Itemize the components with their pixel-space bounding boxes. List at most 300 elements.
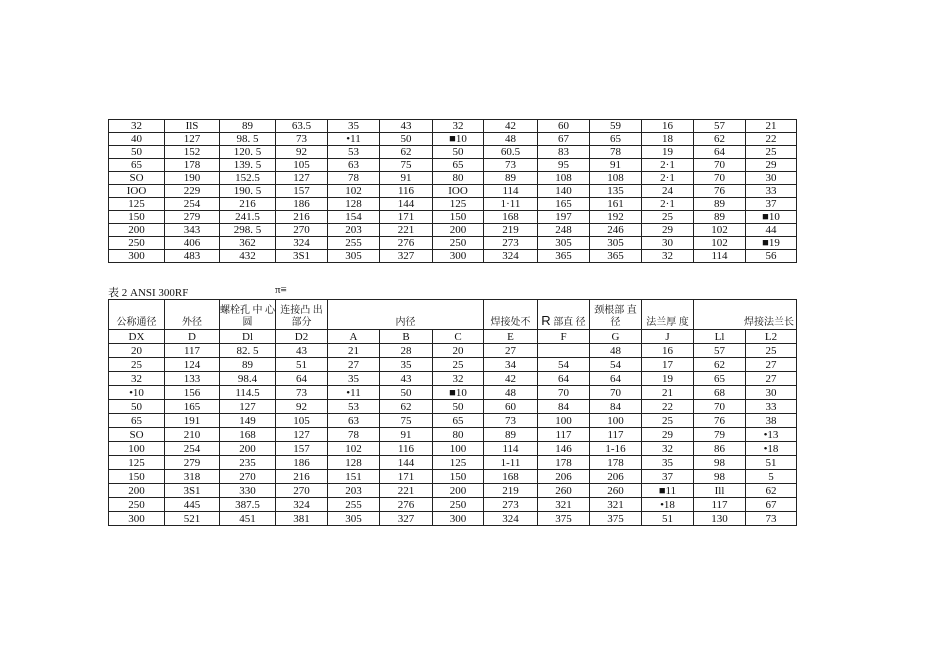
table-cell: 200 — [109, 224, 165, 237]
table-cell: 324 — [276, 498, 328, 512]
header-weld-point: 焊接处不 — [484, 300, 538, 330]
table-cell: 250 — [433, 237, 484, 250]
table-cell: 42 — [484, 120, 538, 133]
table-cell: 168 — [220, 428, 276, 442]
table-cell: 105 — [276, 159, 328, 172]
table-cell: 50 — [433, 146, 484, 159]
table-cell: 146 — [538, 442, 590, 456]
table-cell: 32 — [433, 372, 484, 386]
table-cell: 190. 5 — [220, 185, 276, 198]
table-cell: 35 — [328, 372, 380, 386]
table-cell: 151 — [328, 470, 380, 484]
table-cell: 62 — [380, 400, 433, 414]
table-cell: IlS — [165, 120, 220, 133]
table-cell: 273 — [484, 237, 538, 250]
table-cell: 324 — [276, 237, 328, 250]
table-cell: 27 — [746, 372, 797, 386]
table-cell: 206 — [538, 470, 590, 484]
table-cell: 73 — [276, 386, 328, 400]
table-cell: 100 — [590, 414, 642, 428]
column-code: Ll — [694, 330, 746, 344]
table-cell: SO — [109, 428, 165, 442]
table-cell: 117 — [694, 498, 746, 512]
table-cell: 75 — [380, 414, 433, 428]
table-cell: 65 — [590, 133, 642, 146]
column-code: D2 — [276, 330, 328, 344]
table-cell: 154 — [328, 211, 380, 224]
table-cell: 192 — [590, 211, 642, 224]
column-code: E — [484, 330, 538, 344]
header-r-diameter — [538, 300, 590, 330]
table-cell: 254 — [165, 198, 220, 211]
table-cell: 89 — [220, 358, 276, 372]
column-code: B — [380, 330, 433, 344]
table-cell: 375 — [590, 512, 642, 526]
table-cell: 73 — [276, 133, 328, 146]
table-cell: 78 — [590, 146, 642, 159]
table-cell: 178 — [590, 456, 642, 470]
table-cell: 279 — [165, 211, 220, 224]
table-cell — [538, 344, 590, 358]
table-cell: 86 — [694, 442, 746, 456]
table-cell: 64 — [590, 372, 642, 386]
table-cell: 16 — [642, 344, 694, 358]
table-cell: 246 — [590, 224, 642, 237]
table-row — [109, 133, 797, 146]
table-cell: 114 — [694, 250, 746, 263]
table-cell: 203 — [328, 224, 380, 237]
table-cell: 152 — [165, 146, 220, 159]
table-cell: 67 — [746, 498, 797, 512]
table-cell: 48 — [590, 344, 642, 358]
table-cell: 327 — [380, 512, 433, 526]
table-cell: 30 — [642, 237, 694, 250]
table-cell: 20 — [433, 344, 484, 358]
table-row — [109, 224, 797, 237]
table-cell: 43 — [380, 372, 433, 386]
table-cell: 305 — [590, 237, 642, 250]
table-cell: 125 — [109, 198, 165, 211]
table-cell: 140 — [538, 185, 590, 198]
table-cell: 65 — [109, 414, 165, 428]
table-cell: 32 — [642, 442, 694, 456]
table-cell: 165 — [165, 400, 220, 414]
table-cell: 89 — [220, 120, 276, 133]
table-cell: 43 — [380, 120, 433, 133]
table-cell: 483 — [165, 250, 220, 263]
table-cell: 190 — [165, 172, 220, 185]
table-cell: 102 — [328, 442, 380, 456]
table-cell: 250 — [109, 498, 165, 512]
table-cell: 29 — [642, 428, 694, 442]
table-cell: 62 — [694, 133, 746, 146]
table-cell: 91 — [380, 172, 433, 185]
table-cell: 171 — [380, 211, 433, 224]
table-cell: 70 — [538, 386, 590, 400]
table-row — [109, 512, 797, 526]
table-cell: 59 — [590, 120, 642, 133]
table-cell: 64 — [276, 372, 328, 386]
table-cell: 34 — [484, 358, 538, 372]
table-cell: 300 — [109, 512, 165, 526]
table-row — [109, 372, 797, 386]
table-cell: 105 — [276, 414, 328, 428]
column-code: Dl — [220, 330, 276, 344]
table-cell: 19 — [642, 372, 694, 386]
table-cell: 102 — [328, 185, 380, 198]
table-cell: 200 — [433, 224, 484, 237]
table-cell: ■10 — [433, 133, 484, 146]
table-cell: 50 — [380, 386, 433, 400]
table-cell: 276 — [380, 237, 433, 250]
table-cell: 139. 5 — [220, 159, 276, 172]
table-cell: 260 — [590, 484, 642, 498]
table-cell: 73 — [484, 159, 538, 172]
table-cell: 321 — [590, 498, 642, 512]
table-cell: 2·1 — [642, 198, 694, 211]
table-cell: 171 — [380, 470, 433, 484]
table-row — [109, 456, 797, 470]
column-code: L2 — [746, 330, 797, 344]
table-cell: 91 — [380, 428, 433, 442]
table-cell: 70 — [694, 159, 746, 172]
table-cell: 127 — [276, 172, 328, 185]
table-cell: 18 — [642, 133, 694, 146]
table-cell: 406 — [165, 237, 220, 250]
table-cell: 270 — [220, 470, 276, 484]
table-cell: 84 — [538, 400, 590, 414]
table-cell: 186 — [276, 198, 328, 211]
table-cell: 28 — [380, 344, 433, 358]
table-cell: 221 — [380, 224, 433, 237]
table-cell: 56 — [746, 250, 797, 263]
table-cell: 91 — [590, 159, 642, 172]
table-cell: 1·11 — [484, 198, 538, 211]
table-cell: 149 — [220, 414, 276, 428]
table-cell: 65 — [433, 414, 484, 428]
table-cell: 51 — [642, 512, 694, 526]
table-cell: 200 — [220, 442, 276, 456]
table-row — [109, 428, 797, 442]
table-cell: 273 — [484, 498, 538, 512]
header-nominal-diameter: 公称通径 — [109, 300, 165, 330]
table-cell: 387.5 — [220, 498, 276, 512]
table-row — [109, 358, 797, 372]
table-2-caption: 表 2 ANSI 300RF — [108, 287, 189, 299]
table-cell: 27 — [328, 358, 380, 372]
table-cell: 100 — [109, 442, 165, 456]
table-cell: 29 — [642, 224, 694, 237]
table-row — [109, 484, 797, 498]
table-row — [109, 400, 797, 414]
table-cell: 150 — [433, 470, 484, 484]
table-cell: 3S1 — [276, 250, 328, 263]
table-cell: 133 — [165, 372, 220, 386]
table-cell: 128 — [328, 456, 380, 470]
table-cell: 100 — [433, 442, 484, 456]
table-cell: 32 — [433, 120, 484, 133]
header-weld-length: 焊接法兰长 — [694, 300, 797, 330]
table-cell: 221 — [380, 484, 433, 498]
header-r-letter: R — [541, 313, 551, 328]
table-cell: 70 — [590, 386, 642, 400]
table-cell: 305 — [538, 237, 590, 250]
table-cell: 248 — [538, 224, 590, 237]
table-cell: 40 — [109, 133, 165, 146]
header-row — [109, 300, 797, 330]
table-cell: 157 — [276, 442, 328, 456]
table-cell: 62 — [380, 146, 433, 159]
table-cell: 191 — [165, 414, 220, 428]
table-cell: 54 — [538, 358, 590, 372]
table-cell: 117 — [538, 428, 590, 442]
table-cell: 116 — [380, 185, 433, 198]
table-cell: 25 — [433, 358, 484, 372]
table-cell: ■10 — [746, 211, 797, 224]
table-cell: 250 — [109, 237, 165, 250]
table-cell: 92 — [276, 146, 328, 159]
table-cell: ■11 — [642, 484, 694, 498]
table-cell: 65 — [433, 159, 484, 172]
table-cell: •11 — [328, 386, 380, 400]
table-cell: 102 — [694, 224, 746, 237]
header-inner-diameter: 内径 — [328, 300, 484, 330]
table-cell: 178 — [538, 456, 590, 470]
header-neck-diameter: 颈根部 直 径 — [590, 300, 642, 330]
table-row — [109, 442, 797, 456]
table-cell: 48 — [484, 386, 538, 400]
table-cell: 200 — [109, 484, 165, 498]
table-row — [109, 250, 797, 263]
table-cell: 521 — [165, 512, 220, 526]
header-outer-diameter: 外径 — [165, 300, 220, 330]
table-cell: 17 — [642, 358, 694, 372]
column-code: DX — [109, 330, 165, 344]
table-cell: 21 — [328, 344, 380, 358]
table-cell: 80 — [433, 172, 484, 185]
table-cell: 276 — [380, 498, 433, 512]
table-cell: 84 — [590, 400, 642, 414]
table-cell: 82. 5 — [220, 344, 276, 358]
table-cell: 117 — [590, 428, 642, 442]
table-cell: 21 — [642, 386, 694, 400]
table-cell: 25 — [109, 358, 165, 372]
table-cell: 343 — [165, 224, 220, 237]
table-cell: 22 — [746, 133, 797, 146]
table-cell: 152.5 — [220, 172, 276, 185]
table-cell: 32 — [642, 250, 694, 263]
table-cell: 35 — [380, 358, 433, 372]
table-cell: 37 — [642, 470, 694, 484]
table-cell: 62 — [694, 358, 746, 372]
table-cell: 157 — [276, 185, 328, 198]
table-cell: 260 — [538, 484, 590, 498]
table-cell: 250 — [433, 498, 484, 512]
table-cell: 70 — [694, 172, 746, 185]
table-cell: 80 — [433, 428, 484, 442]
table-cell: 127 — [165, 133, 220, 146]
table-cell: 117 — [165, 344, 220, 358]
table-cell: 25 — [746, 146, 797, 159]
table-cell: 235 — [220, 456, 276, 470]
flange-dimension-table-2 — [108, 299, 797, 526]
table-cell: 270 — [276, 484, 328, 498]
table-cell: 124 — [165, 358, 220, 372]
table-cell: 25 — [642, 414, 694, 428]
table-cell: 64 — [538, 372, 590, 386]
table-cell: 50 — [109, 146, 165, 159]
flange-dimension-table-1 — [108, 119, 797, 263]
table-cell: 98.4 — [220, 372, 276, 386]
table-cell: 20 — [109, 344, 165, 358]
table-cell: 135 — [590, 185, 642, 198]
table-cell: 324 — [484, 512, 538, 526]
table-cell: 216 — [276, 211, 328, 224]
table-cell: 451 — [220, 512, 276, 526]
table-cell: 375 — [538, 512, 590, 526]
table-cell: 30 — [746, 386, 797, 400]
table-cell: 62 — [746, 484, 797, 498]
table-cell: 22 — [642, 400, 694, 414]
table-cell: 25 — [642, 211, 694, 224]
table-cell: 2·1 — [642, 172, 694, 185]
table-cell: 37 — [746, 198, 797, 211]
table-cell: 321 — [538, 498, 590, 512]
table-cell: 144 — [380, 198, 433, 211]
table-cell: 125 — [109, 456, 165, 470]
table-cell: 200 — [433, 484, 484, 498]
table-row — [109, 414, 797, 428]
table-cell: 327 — [380, 250, 433, 263]
table-cell: 51 — [276, 358, 328, 372]
table-cell: 365 — [590, 250, 642, 263]
table-cell: 3S1 — [165, 484, 220, 498]
table-cell: 219 — [484, 224, 538, 237]
table-cell: 362 — [220, 237, 276, 250]
table-cell: 300 — [433, 512, 484, 526]
table-cell: 1-11 — [484, 456, 538, 470]
table-cell: 305 — [328, 512, 380, 526]
table-cell: 73 — [484, 414, 538, 428]
table-cell: •13 — [746, 428, 797, 442]
table-cell: 92 — [276, 400, 328, 414]
table-cell: 298. 5 — [220, 224, 276, 237]
table-cell: 279 — [165, 456, 220, 470]
table-cell: 79 — [694, 428, 746, 442]
table-cell: 25 — [746, 344, 797, 358]
table-cell: 168 — [484, 211, 538, 224]
column-code: A — [328, 330, 380, 344]
table-cell: 98 — [694, 456, 746, 470]
header-bolt-circle: 螺栓孔 中 心圆 — [220, 300, 276, 330]
table-cell: 2·1 — [642, 159, 694, 172]
table-cell: 305 — [328, 250, 380, 263]
table-cell: 60.5 — [484, 146, 538, 159]
table-cell: 76 — [694, 414, 746, 428]
table-cell: 5 — [746, 470, 797, 484]
table-cell: 125 — [433, 198, 484, 211]
table-cell: 48 — [484, 133, 538, 146]
table-cell: 50 — [380, 133, 433, 146]
table-row — [109, 344, 797, 358]
table-cell: 178 — [165, 159, 220, 172]
table-cell: 95 — [538, 159, 590, 172]
table-cell: 127 — [220, 400, 276, 414]
table-cell: 161 — [590, 198, 642, 211]
table-cell: 330 — [220, 484, 276, 498]
table-cell: 76 — [694, 185, 746, 198]
table-cell: 53 — [328, 146, 380, 159]
table-cell: 365 — [538, 250, 590, 263]
table-cell: 73 — [746, 512, 797, 526]
table-cell: 54 — [590, 358, 642, 372]
table-cell: 89 — [694, 198, 746, 211]
table-cell: 27 — [484, 344, 538, 358]
table-cell: IOO — [433, 185, 484, 198]
table-cell: SO — [109, 172, 165, 185]
table-cell: 197 — [538, 211, 590, 224]
table-cell: 83 — [538, 146, 590, 159]
table-cell: 89 — [484, 428, 538, 442]
column-code: J — [642, 330, 694, 344]
table-cell: ■19 — [746, 237, 797, 250]
table-cell: 57 — [694, 344, 746, 358]
table-row — [109, 237, 797, 250]
column-code: G — [590, 330, 642, 344]
table-cell: 165 — [538, 198, 590, 211]
table-cell: 432 — [220, 250, 276, 263]
table-cell: 38 — [746, 414, 797, 428]
table-cell: 89 — [484, 172, 538, 185]
table-cell: 98. 5 — [220, 133, 276, 146]
table-cell: 445 — [165, 498, 220, 512]
table-cell: 43 — [276, 344, 328, 358]
table-cell: 75 — [380, 159, 433, 172]
table-cell: 125 — [433, 456, 484, 470]
table-cell: 128 — [328, 198, 380, 211]
table-cell: 100 — [538, 414, 590, 428]
table-cell: 78 — [328, 428, 380, 442]
table-cell: 78 — [328, 172, 380, 185]
table-cell: 70 — [694, 400, 746, 414]
table-row — [109, 470, 797, 484]
table-cell: 63 — [328, 159, 380, 172]
table-cell: 32 — [109, 120, 165, 133]
table-cell: 219 — [484, 484, 538, 498]
table-cell: 210 — [165, 428, 220, 442]
code-row — [109, 330, 797, 344]
table-cell: 206 — [590, 470, 642, 484]
table-cell: 300 — [109, 250, 165, 263]
header-flange-thickness: 法兰厚 度 — [642, 300, 694, 330]
table-cell: 216 — [276, 470, 328, 484]
table-cell: 33 — [746, 185, 797, 198]
table-cell: 255 — [328, 237, 380, 250]
table-cell: 127 — [276, 428, 328, 442]
table-cell: ■10 — [433, 386, 484, 400]
table-cell: •11 — [328, 133, 380, 146]
table-cell: 64 — [694, 146, 746, 159]
table-cell: 270 — [276, 224, 328, 237]
table-cell: 98 — [694, 470, 746, 484]
table-cell: 168 — [484, 470, 538, 484]
table-cell: 229 — [165, 185, 220, 198]
table-cell: 156 — [165, 386, 220, 400]
table-cell: 63 — [328, 414, 380, 428]
table-cell: 19 — [642, 146, 694, 159]
table-cell: Ill — [694, 484, 746, 498]
table-cell: 33 — [746, 400, 797, 414]
